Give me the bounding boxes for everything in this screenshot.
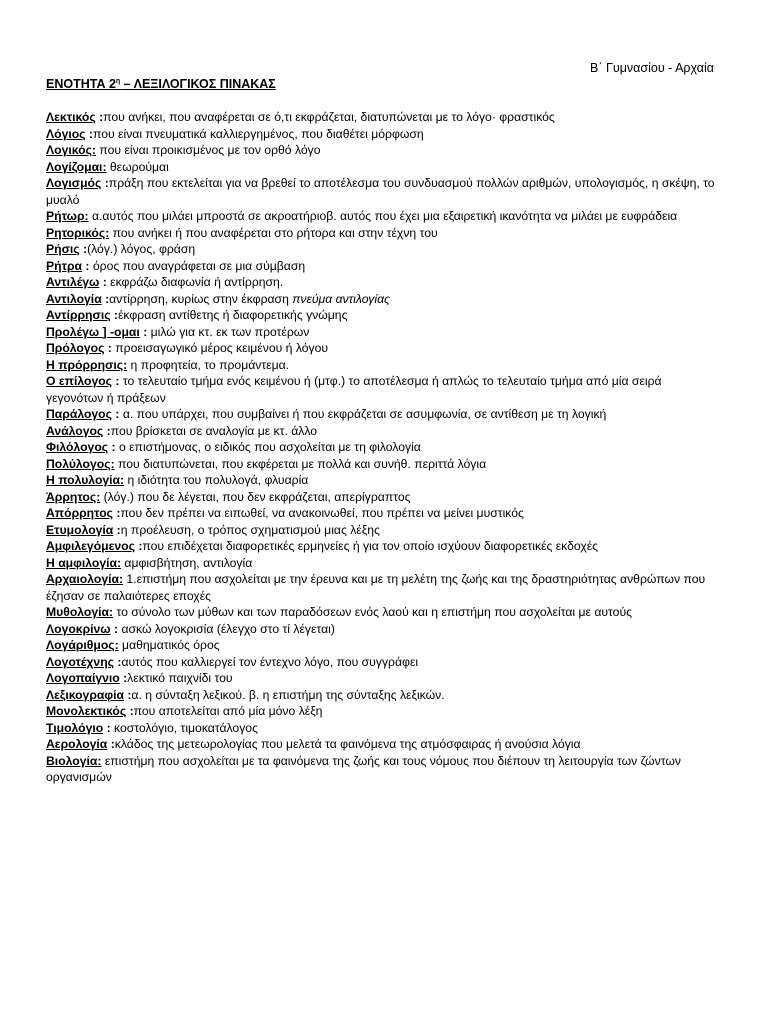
glossary-entry xyxy=(46,225,722,242)
entry-definition: αντίρρηση, κυρίως στην έκφραση xyxy=(109,291,289,306)
entry-term: Φιλόλογος xyxy=(46,440,109,454)
glossary-entry xyxy=(46,604,722,621)
entry-definition: που διατυπώνεται, που εκφέρεται με πολλά και συνήθ. περιττά λόγια xyxy=(118,456,487,471)
entry-definition: α. που υπάρχει, που συμβαίνει ή που εκφράζεται σε ασυμφωνία, σε αντίθεση με τη λογική xyxy=(122,407,607,421)
entry-definition: που είναι πνευματικά καλλιεργημένος, που διαθέτει μόρφωση xyxy=(92,126,424,141)
glossary-entry xyxy=(46,324,722,341)
entry-term: Ρήτρα xyxy=(46,258,83,273)
entry-term: Λογοπαίγνιο xyxy=(46,671,120,685)
glossary-entry xyxy=(46,307,722,324)
entry-definition: κλάδος της μετεωρολογίας που μελετά τα φαινόμενα της ατμόσφαιρας ή ανούσια λόγια xyxy=(114,737,581,751)
entry-term: Πολύλογος: xyxy=(46,456,115,471)
entry-term: Μυθολογία: xyxy=(46,605,114,619)
entry-term: Λογίζομαι: xyxy=(46,159,107,174)
entry-definition: το σύνολο των μύθων και των παραδόσεων ενός λαού και η επιστήμη που ασχολείται με αυτούς xyxy=(116,605,632,619)
glossary-entry xyxy=(46,522,722,539)
entry-definition: η ιδιότητα του πολυλογά, φλυαρία xyxy=(127,473,309,487)
title-suffix: – ΛΕΞΙΛΟΓΙΚΟΣ ΠΙΝΑΚΑΣ xyxy=(120,77,276,91)
entry-separator: : xyxy=(112,374,123,388)
entry-definition: μιλώ για κτ. εκ των προτέρων xyxy=(150,324,310,339)
entry-term: Λογισμός xyxy=(46,176,102,190)
entry-term: Λεξικογραφία xyxy=(46,687,124,702)
entry-separator: : xyxy=(104,341,116,355)
entry-definition: το τελευταίο τμήμα ενός κειμένου ή (μτφ.) το αποτέλεσμα ή απλώς το τελευταίο τμήμα από μία σειρά γεγονότων ή πράξεων xyxy=(46,374,662,405)
entry-term: Λόγιος xyxy=(46,126,86,141)
entry-definition: πράξη που εκτελείται για να βρεθεί το αποτέλεσμα του συνδυασμού πολλών αριθμών, υπολογισμός, η σκέψη, το μυαλό xyxy=(46,176,715,207)
entry-separator: : xyxy=(113,522,121,537)
entry-separator: : xyxy=(134,539,143,553)
title-superscript: η xyxy=(115,77,121,85)
entry-term: Η αμφιλογία: xyxy=(46,555,122,570)
entry-separator: : xyxy=(108,440,119,454)
glossary-entry xyxy=(46,687,722,704)
glossary-entry xyxy=(46,654,722,671)
entry-term: Η πρόρρησις: xyxy=(46,357,128,372)
entry-definition: επιστήμη που ασχολείται με τα φαινόμενα της ζωής και τους νόμους που διέπουν τη λειτουργία των ζώντων οργανισμών xyxy=(46,753,682,784)
entry-separator: : xyxy=(110,621,122,636)
entry-definition: η προέλευση, ο τρόπος σχηματισμού μιας λέξης xyxy=(120,522,380,537)
entry-separator: : xyxy=(103,720,115,735)
entry-definition: που βρίσκεται σε αναλογία με κτ. άλλο xyxy=(110,423,318,438)
glossary-entry xyxy=(46,472,722,489)
entry-separator: : xyxy=(85,126,93,141)
entry-definition: όρος που αναγράφεται σε μια σύμβαση xyxy=(92,258,306,273)
entry-definition: που ανήκει ή που αναφέρεται στο ρήτορα και στην τέχνη του xyxy=(112,225,438,240)
entry-term: Παράλογος xyxy=(46,407,112,421)
entry-term: Απόρρητος xyxy=(46,506,113,520)
glossary-entry xyxy=(46,340,722,357)
entry-separator: : xyxy=(119,671,128,685)
entry-definition: αυτός που καλλιεργεί τον έντεχνο λόγο, που συγγράφει xyxy=(121,654,419,669)
entry-separator: : xyxy=(99,275,111,289)
entry-term: Λεκτικός xyxy=(46,110,96,124)
entry-term: Αντίρρησις xyxy=(46,308,111,322)
entry-separator: : xyxy=(111,407,123,421)
glossary-entry xyxy=(46,439,722,456)
glossary-entry xyxy=(46,753,722,786)
entry-definition: ο επιστήμονας, ο ειδικός που ασχολείται με τη φιλολογία xyxy=(118,440,421,454)
glossary-list xyxy=(46,109,722,786)
entry-definition: 1.επιστήμη που ασχολείται με την έρευνα και με τη μελέτη της ζωής και της δραστηριότητας ανθρώπων που έζησαν σε παλαιότερες εποχές xyxy=(46,572,706,603)
entry-term: Βιολογία: xyxy=(46,753,102,768)
glossary-entry xyxy=(46,159,722,176)
entry-separator: : xyxy=(110,308,118,322)
entry-term: Μονολεκτικός xyxy=(46,704,127,718)
entry-term: Ο επίλογος xyxy=(46,374,113,388)
glossary-entry xyxy=(46,538,722,555)
entry-definition: α. η σύνταξη λεξικού. β. η επιστήμη της σύνταξης λεξικών. xyxy=(131,687,445,702)
entry-definition: η προφητεία, το προμάντεμα. xyxy=(130,357,290,372)
entry-separator: : xyxy=(112,506,121,520)
entry-term: Ρήσις xyxy=(46,242,80,256)
entry-definition: ασκώ λογοκρισία (έλεγχο στο τί λέγεται) xyxy=(121,621,335,636)
entry-separator: : xyxy=(126,704,134,718)
glossary-entry xyxy=(46,274,722,291)
entry-term: Άρρητος: xyxy=(46,489,101,504)
entry-definition: θεωρούμαι xyxy=(109,159,169,174)
entry-separator: : xyxy=(101,176,109,190)
entry-term: Αμφιλεγόμενος xyxy=(46,539,135,553)
entry-term: Λογοτέχνης xyxy=(46,654,114,669)
class-label: Β΄ Γυμνασίου - Αρχαία xyxy=(590,61,714,75)
entry-definition: που επιδέχεται διαφορετικές ερμηνείες ή για τον οποίο ισχύουν διαφορετικές εκδοχές xyxy=(142,539,599,553)
entry-term: Αντιλέγω xyxy=(46,275,100,289)
entry-definition: έκφραση αντίθετης ή διαφορετικής γνώμης xyxy=(118,308,348,322)
entry-separator: : xyxy=(113,654,122,669)
glossary-entry xyxy=(46,489,722,506)
glossary-entry xyxy=(46,505,722,522)
entry-separator: : xyxy=(95,110,104,124)
entry-separator: : xyxy=(139,324,151,339)
glossary-entry xyxy=(46,456,722,473)
entry-term: Η πολυλογία: xyxy=(46,473,125,487)
glossary-entry xyxy=(46,208,722,225)
entry-definition: μαθηματικός όρος xyxy=(122,638,220,652)
entry-definition: που αποτελείται από μία μόνο λέξη xyxy=(133,704,323,718)
glossary-entry xyxy=(46,621,722,638)
entry-definition-italic: πνεύμα αντιλογίας xyxy=(288,291,390,306)
entry-term: Αντιλογία xyxy=(46,291,102,306)
glossary-entry xyxy=(46,703,722,720)
entry-term: Ρήτωρ: xyxy=(46,209,89,223)
glossary-entry xyxy=(46,571,722,604)
entry-term: Λογικός: xyxy=(46,143,96,157)
entry-term: Πρόλογος xyxy=(46,341,105,355)
entry-definition: (λόγ.) λόγος, φράση xyxy=(87,242,196,256)
entry-term: Ανάλογος xyxy=(46,423,104,438)
document-title xyxy=(46,77,276,91)
entry-term: Αερολογία xyxy=(46,737,108,751)
glossary-entry xyxy=(46,670,722,687)
entry-definition: εκφράζω διαφωνία ή αντίρρηση. xyxy=(110,275,284,289)
entry-definition: που δεν πρέπει να ειπωθεί, να ανακοινωθεί, που πρέπει να μείνει μυστικός xyxy=(120,506,524,520)
entry-definition: προεισαγωγικό μέρος κειμένου ή λόγου xyxy=(115,341,329,355)
entry-definition: αμφισβήτηση, αντιλογία xyxy=(124,555,253,570)
entry-definition: κοστολόγιο, τιμοκατάλογος xyxy=(114,720,258,735)
entry-separator: : xyxy=(82,258,93,273)
entry-definition: που ανήκει, που αναφέρεται σε ό,τι εκφράζεται, διατυπώνεται με το λόγο· φραστικός xyxy=(103,110,555,124)
entry-definition: που είναι προικισμένος με τον ορθό λόγο xyxy=(99,143,321,157)
entry-separator: : xyxy=(101,291,110,306)
title-prefix: ΕΝΟΤΗΤΑ 2 xyxy=(46,77,116,91)
glossary-entry xyxy=(46,720,722,737)
entry-definition: α.αυτός που μιλάει μπροστά σε ακροατήριοβ. αυτός που έχει μια εξαιρετική ικανότητα να μιλάει με ευφράδεια xyxy=(91,209,678,223)
entry-term: Ρητορικός: xyxy=(46,225,110,240)
entry-term: Τιμολόγιο xyxy=(46,720,104,735)
glossary-entry xyxy=(46,406,722,423)
glossary-entry xyxy=(46,142,722,159)
entry-definition: λεκτικό παιχνίδι του xyxy=(127,671,233,685)
glossary-entry xyxy=(46,291,722,308)
glossary-entry xyxy=(46,258,722,275)
entry-separator: : xyxy=(107,737,115,751)
glossary-entry xyxy=(46,423,722,440)
entry-term: Αρχαιολογία: xyxy=(46,572,124,586)
glossary-entry xyxy=(46,175,722,208)
glossary-entry xyxy=(46,126,722,143)
entry-term: Λογοκρίνω xyxy=(46,621,111,636)
entry-term: Ετυμολογία xyxy=(46,522,114,537)
glossary-entry xyxy=(46,241,722,258)
entry-term: Λογάριθμος: xyxy=(46,638,119,652)
glossary-entry xyxy=(46,736,722,753)
entry-separator: : xyxy=(103,423,111,438)
glossary-entry xyxy=(46,357,722,374)
glossary-entry xyxy=(46,373,722,406)
entry-definition: (λόγ.) που δε λέγεται, που δεν εκφράζεται, απερίγραπτος xyxy=(103,489,411,504)
glossary-entry xyxy=(46,637,722,654)
glossary-entry xyxy=(46,555,722,572)
entry-separator: : xyxy=(123,687,132,702)
entry-term: Προλέγω ] -ομαι xyxy=(46,324,140,339)
glossary-entry xyxy=(46,109,722,126)
entry-separator: : xyxy=(79,242,88,256)
